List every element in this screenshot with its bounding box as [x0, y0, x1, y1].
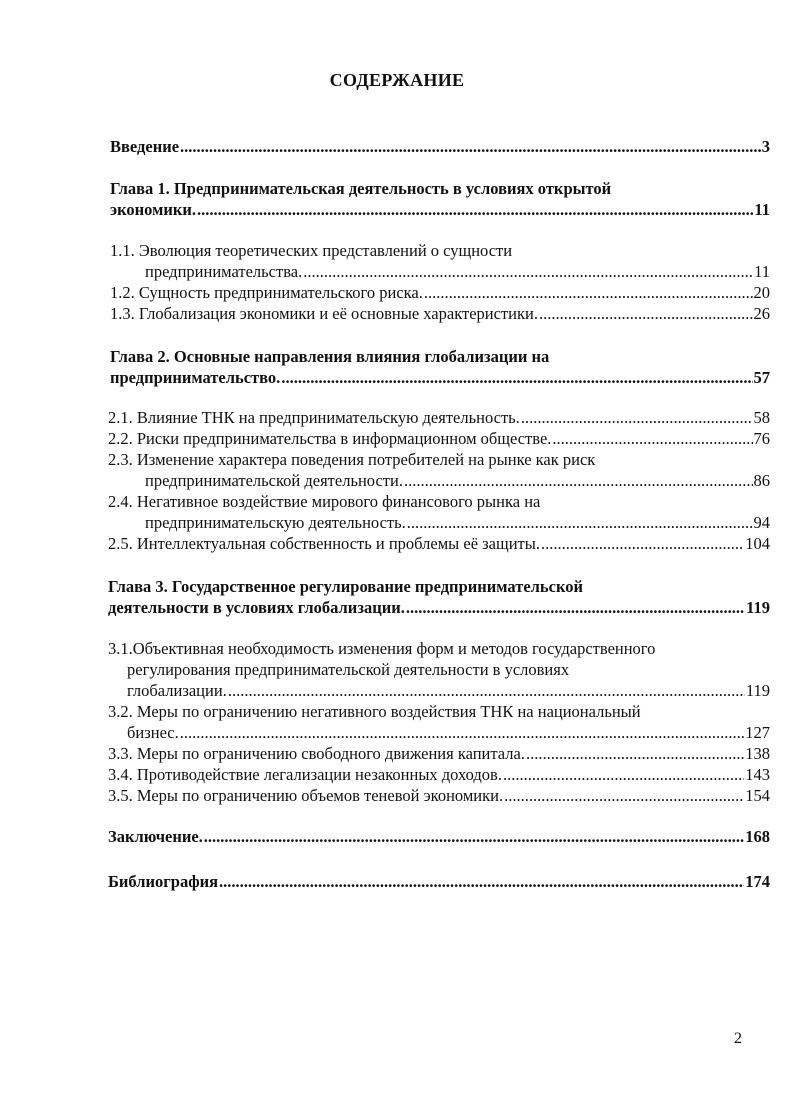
- toc-entry-text: предпринимательство.: [110, 368, 281, 387]
- toc-section-2-4-title: 2.4. Негативное воздействие мирового финансового рынка на: [108, 492, 541, 511]
- toc-entry-intro: [110, 136, 770, 157]
- toc-entry-text: 3.4. Противодействие легализации незаконных доходов.: [108, 765, 502, 784]
- leader-dots: [539, 303, 753, 324]
- leader-dots: [197, 199, 753, 220]
- toc-entry-chapter-3: [108, 597, 770, 618]
- toc-section-3-1-title: 3.1.Объективная необходимость изменения форм и методов государственного: [108, 639, 656, 658]
- toc-entry-text: 1.3. Глобализация экономики и её основные характеристики.: [110, 304, 538, 323]
- toc-entry-text: 2.2. Риски предпринимательства в информационном обществе.: [108, 429, 552, 448]
- toc-page-number: 119: [746, 598, 770, 617]
- leader-dots: [303, 261, 753, 282]
- leader-dots: [552, 428, 752, 449]
- leader-dots: [504, 785, 744, 806]
- toc-page-number: 127: [745, 723, 770, 742]
- toc-entry-text: глобализации.: [127, 681, 227, 700]
- toc-section-3-2-title: 3.2. Меры по ограничению негативного воздействия ТНК на национальный: [108, 702, 641, 721]
- toc-entry-text: Библиография: [108, 872, 219, 891]
- toc-page-number: 58: [753, 408, 770, 427]
- toc-page-number: 26: [753, 304, 770, 323]
- leader-dots: [424, 282, 753, 303]
- leader-dots: [204, 826, 744, 847]
- toc-entry-text: предпринимательскую деятельность.: [145, 513, 406, 532]
- toc-page-number: 174: [745, 872, 770, 891]
- toc-page-number: 11: [754, 262, 770, 281]
- toc-page-number: 3: [761, 137, 770, 156]
- leader-dots: [541, 533, 744, 554]
- leader-dots: [407, 512, 753, 533]
- toc-entry-2-1: [108, 407, 770, 428]
- toc-entry-3-3: [108, 743, 770, 764]
- toc-page-number: 154: [745, 786, 770, 805]
- toc-entry-1-2: [110, 282, 770, 303]
- toc-page-number: 20: [753, 283, 770, 302]
- page-title: СОДЕРЖАНИЕ: [329, 70, 465, 90]
- leader-dots: [503, 764, 744, 785]
- toc-entry-2-4: [145, 512, 770, 533]
- toc-chapter-3-title: Глава 3. Государственное регулирование предпринимательской: [108, 577, 583, 596]
- toc-entry-text: экономики.: [110, 200, 196, 219]
- leader-dots: [404, 470, 753, 491]
- toc-section-1-1-title: 1.1. Эволюция теоретических представлений о сущности: [110, 241, 513, 260]
- toc-section-2-3-title: 2.3. Изменение характера поведения потребителей на рынке как риск: [108, 450, 596, 469]
- toc-page-number: 11: [754, 200, 770, 219]
- leader-dots: [521, 407, 753, 428]
- page-number: 2: [734, 1030, 742, 1047]
- toc-entry-3-5: [108, 785, 770, 806]
- toc-page-number: 119: [745, 681, 770, 700]
- toc-page-number: 76: [753, 429, 770, 448]
- toc-chapter-2-title: Глава 2. Основные направления влияния глобализации на: [110, 347, 550, 366]
- toc-page-number: 168: [745, 827, 770, 846]
- toc-entry-text: Введение: [110, 137, 180, 156]
- toc-entry-2-3: [145, 470, 770, 491]
- toc-page-number: 94: [753, 513, 770, 532]
- toc-entry-text: 3.3. Меры по ограничению свободного движения капитала.: [108, 744, 525, 763]
- toc-entry-text: предпринимательства.: [145, 262, 303, 281]
- leader-dots: [281, 367, 752, 388]
- toc-entry-text: Заключение.: [108, 827, 203, 846]
- toc-chapter-1-title: Глава 1. Предпринимательская деятельность в условиях открытой: [110, 179, 612, 198]
- toc-entry-text: 2.5. Интеллектуальная собственность и проблемы её защиты.: [108, 534, 540, 553]
- leader-dots: [180, 136, 761, 157]
- toc-entry-conclusion: [108, 826, 770, 847]
- toc-section-3-1-title-cont: регулирования предпринимательской деятельности в условиях: [127, 660, 570, 679]
- toc-entry-2-5: [108, 533, 770, 554]
- toc-page-number: 86: [753, 471, 770, 490]
- toc-entry-3-1: [127, 680, 770, 701]
- toc-entry-1-3: [110, 303, 770, 324]
- toc-page-number: 57: [753, 368, 770, 387]
- toc-page-number: 143: [745, 765, 770, 784]
- toc-entry-text: предпринимательской деятельности.: [145, 471, 403, 490]
- leader-dots: [228, 680, 745, 701]
- toc-entry-3-4: [108, 764, 770, 785]
- toc-entry-chapter-1: [110, 199, 770, 220]
- leader-dots: [180, 722, 744, 743]
- toc-entry-text: 3.5. Меры по ограничению объемов теневой экономики.: [108, 786, 504, 805]
- toc-entry-3-2: [127, 722, 770, 743]
- toc-entry-bibliography: [108, 871, 770, 892]
- toc-entry-1-1: [145, 261, 770, 282]
- toc-entry-chapter-2: [110, 367, 770, 388]
- toc-entry-text: 1.2. Сущность предпринимательского риска.: [110, 283, 423, 302]
- toc-entry-text: 2.1. Влияние ТНК на предпринимательскую деятельность.: [108, 408, 520, 427]
- leader-dots: [526, 743, 744, 764]
- leader-dots: [406, 597, 745, 618]
- leader-dots: [219, 871, 744, 892]
- toc-entry-text: деятельности в условиях глобализации.: [108, 598, 405, 617]
- toc-entry-2-2: [108, 428, 770, 449]
- toc-page-number: 138: [745, 744, 770, 763]
- toc-entry-text: бизнес.: [127, 723, 179, 742]
- toc-page-number: 104: [745, 534, 770, 553]
